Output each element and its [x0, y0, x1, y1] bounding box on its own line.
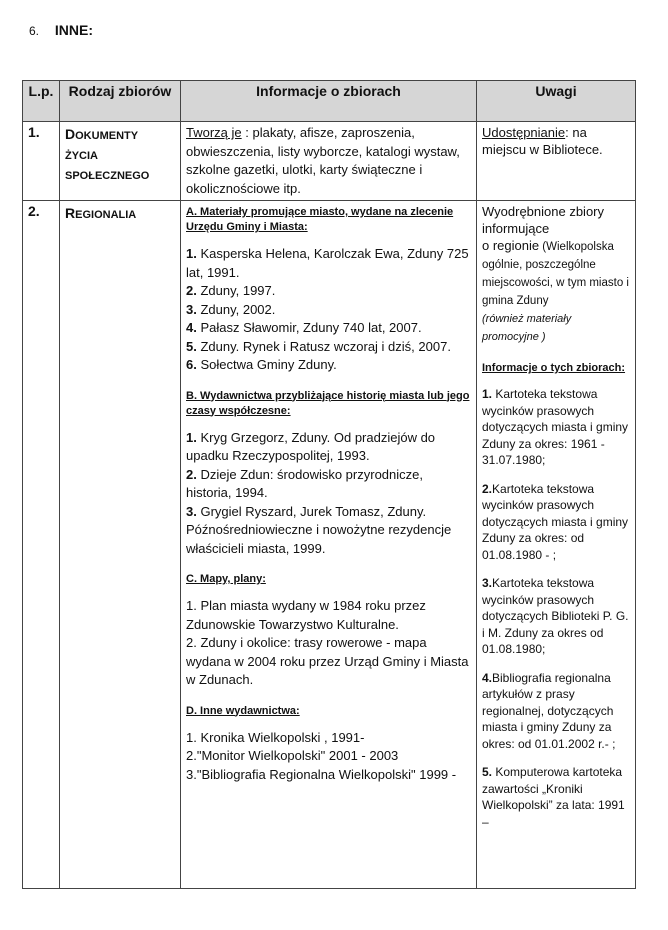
list-item-number: 6. [186, 357, 197, 372]
row1-info [181, 122, 477, 201]
row1-uwagi [477, 122, 636, 201]
list-item-number: 3. [482, 576, 493, 590]
list-item-text: Zduny, 1997. [196, 283, 276, 298]
list-item-number: 2. [482, 481, 493, 496]
list-item [186, 301, 471, 320]
list-item-text: Pałasz Sławomir, Zduny 740 lat, 2007. [196, 320, 422, 335]
list-item-text: 1. Plan miasta wydany w 1984 roku przez Zdunowskie Towarzystwo Kulturalne. [186, 598, 426, 632]
list-item-text: Kasperska Helena, Karolczak Ewa, Zduny 725 lat, 1991. [186, 246, 469, 280]
uwagi-intro-italic: (również materiały promocyjne ) [482, 313, 572, 343]
section-title: C. Mapy, plany: [186, 573, 266, 585]
list-item [186, 729, 471, 748]
list-item-text: Kartoteka tekstowa wycinków prasowych dotyczących miasta i gminy Zduny za okres: od 01.08.1980 - ; [482, 481, 629, 562]
list-item [186, 634, 471, 690]
list-item-text: Zduny, 2002. [196, 301, 276, 317]
info-sections [186, 205, 471, 784]
row1-rodzaj-rest: OKUMENTY [75, 130, 139, 142]
list-item-number: 5. [186, 338, 197, 354]
list-item-text: Zduny. Rynek i Ratusz wczoraj i dziś, 2007. [196, 338, 451, 354]
row2-rodzaj-rest: EGIONALIA [75, 209, 137, 221]
list-item-text: 3."Bibliografia Regionalna Wielkopolski" 1999 - [186, 766, 457, 782]
uwagi-intro-2: o regionie [482, 238, 540, 253]
list-item-text: 2."Monitor Wielkopolski" 2001 - 2003 [186, 748, 399, 763]
list-item-number: 1. [482, 387, 493, 401]
list-item [186, 429, 471, 466]
section-title: D. Inne wydawnictwa: [186, 704, 300, 717]
list-item [186, 466, 471, 503]
table-row [23, 201, 636, 889]
list-item-text: Komputerowa kartoteka zawartości „Kroniki Wielkopolski” za lata: 1991 – [482, 765, 625, 829]
list-item-number: 3. [186, 301, 197, 317]
list-item [482, 386, 630, 469]
list-item [186, 338, 471, 357]
list-item-text: Kryg Grzegorz, Zduny. Od pradziejów do upadku Rzeczypospolitej, 1993. [186, 429, 436, 463]
list-item-text: Kartoteka tekstowa wycinków prasowych dotyczących Biblioteki P. G. i M. Zduny za okres od 01.08.1980; [482, 576, 629, 656]
section-list [186, 597, 471, 690]
list-item-number: 5. [482, 765, 493, 779]
header-informacje: Informacje o zbiorach [181, 81, 477, 122]
table-header-row [23, 81, 636, 122]
list-item-number: 4. [482, 670, 493, 685]
header-uwagi: Uwagi [477, 81, 636, 122]
list-item [186, 319, 471, 338]
section-list [186, 729, 471, 785]
list-item-text: Grygiel Ryszard, Jurek Tomasz, Zduny. Późnośredniowieczne i nowożytne rezydencje właścicieli miasta, 1999. [186, 503, 452, 556]
list-item-text: Dzieje Zdun: środowisko przyrodnicze, historia, 1994. [186, 466, 423, 500]
uwagi-info-title: Informacje o tych zbiorach: [482, 362, 626, 374]
uwagi-intro-1: Wyodrębnione zbiory informujące [482, 204, 605, 236]
row1-uwagi-text: : na miejscu w Bibliotece. [482, 125, 603, 157]
row2-rodzaj-initial: R [65, 205, 76, 221]
row2-rodzaj [60, 201, 181, 889]
section-number: 6. [29, 24, 40, 38]
list-item [482, 575, 630, 658]
list-item-number: 3. [186, 503, 197, 519]
list-item-text: 1. Kronika Wielkopolski , 1991- [186, 729, 365, 745]
section-list [186, 245, 471, 375]
list-item-number: 1. [186, 429, 197, 445]
table-row [23, 122, 636, 201]
row1-uwagi-label: Udostępnianie [482, 125, 566, 140]
list-item [186, 356, 471, 375]
section-heading [29, 22, 93, 38]
list-item-number: 2. [186, 283, 197, 298]
row1-info-label: Tworzą je [186, 125, 242, 140]
list-item-text: Kartoteka tekstowa wycinków prasowych dotyczących miasta i gminy Zduny za okres: 1961 - 31.07.1980; [482, 387, 629, 467]
list-item-text: 2. Zduny i okolice: trasy rowerowe - mapa wydana w 2004 roku przez Urząd Gminy i Miasta w Zdunach. [186, 635, 469, 687]
uwagi-intro-3: (Wielkopolska ogólnie, poszczególne miejscowości, w tym miasto i gmina Zduny [482, 241, 629, 307]
uwagi-blocks [482, 386, 630, 830]
list-item [186, 597, 471, 634]
section-title: INNE: [54, 22, 94, 38]
section-title: A. Materiały promujące miasto, wydane na zlecenie Urzędu Gminy i Miasta: [186, 206, 454, 233]
list-item-number: 1. [186, 246, 197, 261]
header-lp: L.p. [23, 81, 60, 122]
row2-uwagi [477, 201, 636, 889]
list-item [186, 747, 471, 766]
collections-table [22, 80, 636, 889]
list-item-text: Bibliografia regionalna artykułów z prasy regionalnej, dotyczących miasta i gminy Zduny za okres: od 01.01.2002 r.- ; [482, 670, 616, 751]
row1-info-text: : plakaty, afisze, zaproszenia, obwieszczenia, listy wyborcze, katalogi wystaw, szkolne gazetki, ulotki, karty świąteczne i okolicznościowe itp. [186, 125, 460, 196]
row2-info [181, 201, 477, 889]
list-item [186, 766, 471, 785]
list-item [482, 764, 630, 830]
section-title: B. Wydawnictwa przybliżające historię miasta lub jego czasy współczesne: [186, 389, 470, 417]
row1-rodzaj [60, 122, 181, 201]
list-item [186, 503, 471, 559]
list-item [482, 481, 630, 564]
row1-rodzaj-initial: D [65, 126, 76, 142]
row1-rodzaj-line2: ŻYCIA [65, 150, 98, 162]
header-rodzaj: Rodzaj zbiorów [60, 81, 181, 122]
list-item-number: 2. [186, 466, 197, 482]
row1-rodzaj-line3: SPOŁECZNEGO [65, 170, 150, 182]
list-item-number: 4. [186, 320, 197, 335]
list-item-text: Sołectwa Gminy Zduny. [196, 357, 337, 372]
row1-lp: 1. [23, 122, 60, 201]
list-item [482, 670, 630, 753]
uwagi-intro [482, 203, 630, 345]
section-list [186, 429, 471, 559]
row2-lp: 2. [23, 201, 60, 889]
list-item [186, 282, 471, 301]
list-item [186, 245, 471, 282]
